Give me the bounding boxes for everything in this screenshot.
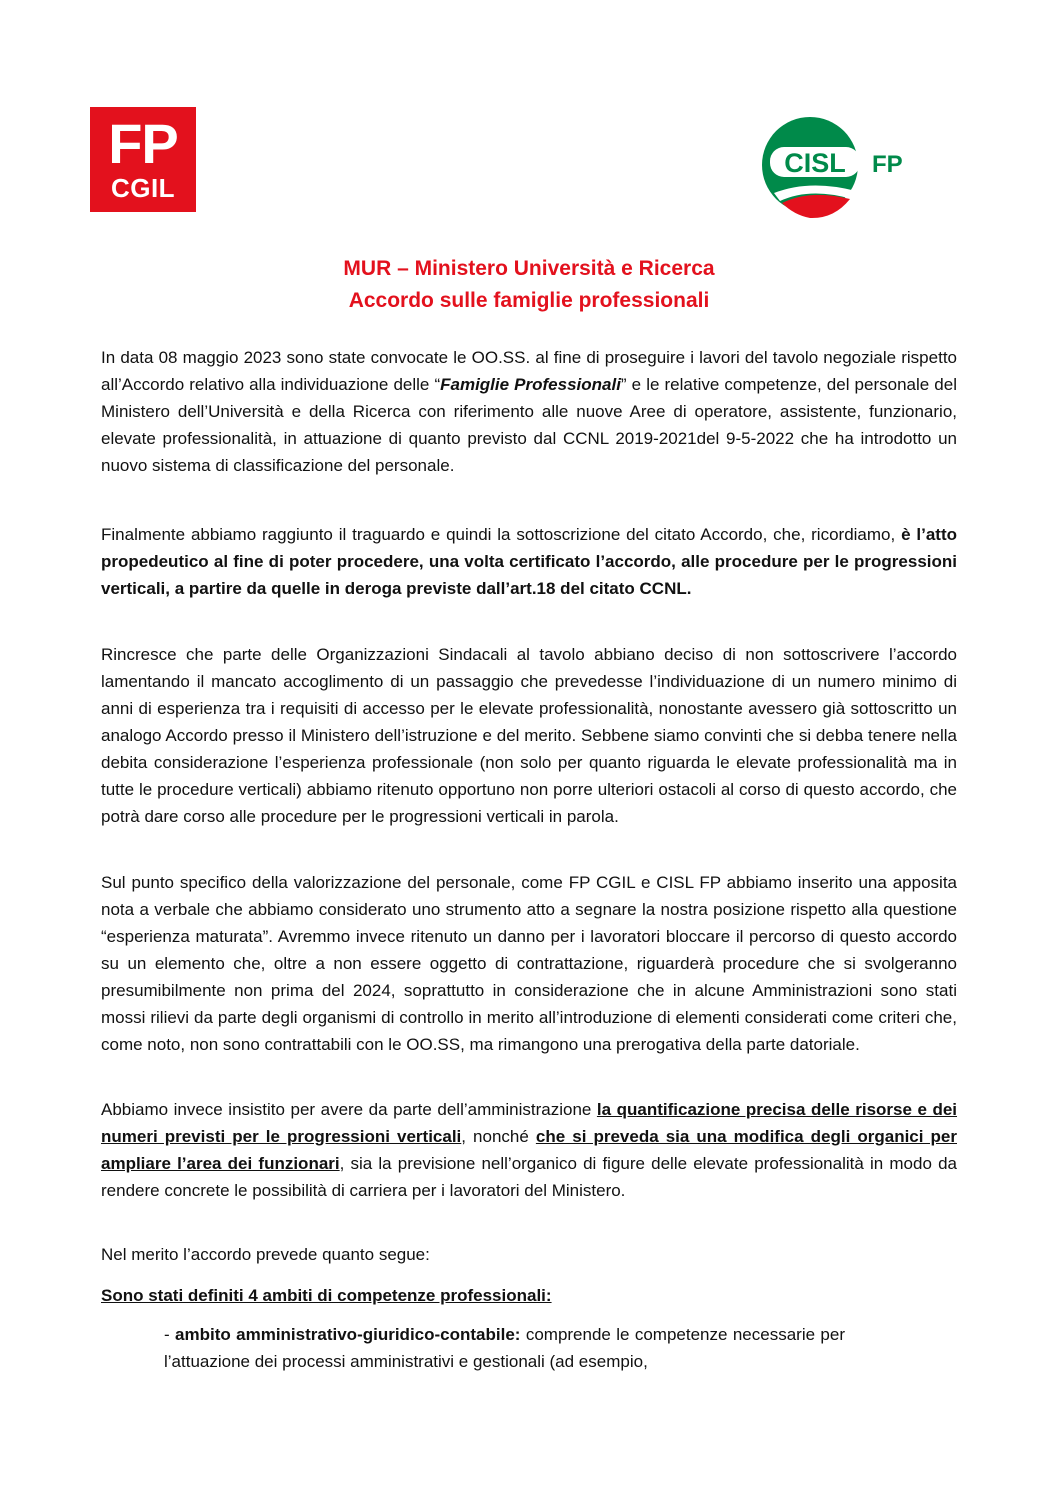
- p1-text-a: In data 08 maggio 2023 sono state convocate le OO.SS. al fine di proseguire i lavori del tavolo negoziale rispetto all’Accordo relativo alla individuazione delle “: [101, 348, 957, 394]
- cisl-logo-fp-text: FP: [872, 151, 903, 178]
- p5-text-a: Abbiamo invece insistito per avere da parte dell’amministrazione: [101, 1100, 597, 1119]
- p5-underlined-organici: che si preveda sia una modifica degli organici per ampliare l’area dei funzionari: [101, 1127, 957, 1173]
- cisl-fp-logo: [760, 115, 920, 223]
- document-title-line1: MUR – Ministero Università e Ricerca: [343, 257, 715, 280]
- paragraph-rincresce: Rincresce che parte delle Organizzazioni Sindacali al tavolo abbiano deciso di non sottoscrivere l’accordo lamentando il mancato accoglimento di un passaggio che prevedesse l’individuazione di un numero minimo di anni di esperienza tra i requisiti di accesso per le elevate professionalità, nonostante avessero già sottoscritto un analogo Accordo presso il Ministero dell’istruzione e del merito. Sebbene siamo convinti che si debba tenere nella debita considerazione l’esperienza professionale (non solo per quanto riguarda le elevate professionalità ma in tutte le procedure verticali) abbiamo ritenuto opportuno non porre ulteriori ostacoli al corso di questo accordo, che potrà dare corso alle procedure per le progressioni verticali in parola.: [101, 645, 957, 826]
- p2-text-a: Finalmente abbiamo raggiunto il traguardo e quindi la sottoscrizione del citato Accordo, che, ricordiamo,: [101, 525, 902, 544]
- fp-cgil-logo: [90, 107, 196, 212]
- paragraph-nel-merito: Nel merito l’accordo prevede quanto segue:: [101, 1245, 430, 1264]
- document-title-line2: Accordo sulle famiglie professionali: [348, 289, 710, 312]
- paragraph-sottoscrizione: [101, 521, 957, 602]
- ambiti-heading-text: Sono stati definiti 4 ambiti di competenze professionali:: [101, 1286, 552, 1305]
- cisl-fp-logo-graphic: [760, 115, 920, 223]
- list-item-ambito-amministrativo: [164, 1321, 845, 1375]
- p1-text-c: ” e le relative competenze, del personale del Ministero dell’Università e della Ricerca con riferimento alle nuove Aree di operatore, assistente, funzionario, elevate professionalità, in attuazione di quanto previsto dal CCNL 2019-2021del 9-5-2022 che ha introdotto un nuovo sistema di classificazione del personale.: [101, 375, 957, 475]
- p5-text-c: , nonché: [461, 1127, 536, 1146]
- fp-cgil-logo-fp: FP: [108, 112, 178, 175]
- paragraph-convocazione: [101, 344, 957, 479]
- paragraph-insistito: [101, 1096, 957, 1204]
- p8-bold-label: ambito amministrativo-giuridico-contabile:: [175, 1325, 521, 1344]
- fp-cgil-logo-cgil: CGIL: [110, 173, 176, 203]
- p5-text-e: , sia la previsione nell’organico di figure delle elevate professionalità in modo da rendere concrete le possibilità di carriera per i lavoratori del Ministero.: [101, 1154, 957, 1200]
- p2-bold-text: è l’atto propedeutico al fine di poter procedere, una volta certificato l’accordo, alle procedure per le progressioni verticali, a partire da quelle in deroga previste dall’art.18 del citato CCNL.: [101, 525, 957, 598]
- section-heading-ambiti: [101, 1282, 957, 1309]
- p8-dash: -: [164, 1325, 176, 1344]
- p8-text-c: comprende le competenze necessarie per l’attuazione dei processi amministrativi e gestionali (ad esempio,: [164, 1325, 845, 1371]
- paragraph-valorizzazione: Sul punto specifico della valorizzazione del personale, come FP CGIL e CISL FP abbiamo inserito una apposita nota a verbale che abbiamo considerato uno strumento atto a segnare la nostra posizione rispetto alla questione “esperienza maturata”. Avremmo invece ritenuto un danno per i lavoratori bloccare il percorso di questo accordo su un elemento che, oltre a non essere oggetto di contrattazione, riguarderà procedure che si svolgeranno presumibilmente non prima del 2024, soprattutto in considerazione che in alcune Amministrazioni sono stati mossi rilievi da parte degli organismi di controllo in merito all’introduzione di elementi considerati come criteri che, come noto, non sono contrattabili con le OO.SS, ma rimangono una prerogativa della parte datoriale.: [101, 873, 957, 1054]
- cisl-logo-text: CISL: [784, 148, 846, 178]
- p5-underlined-risorse: la quantificazione precisa delle risorse e dei numeri previsti per le progressioni verticali: [101, 1100, 958, 1146]
- p1-emphasis-famiglie: Famiglie Professionali: [440, 375, 621, 394]
